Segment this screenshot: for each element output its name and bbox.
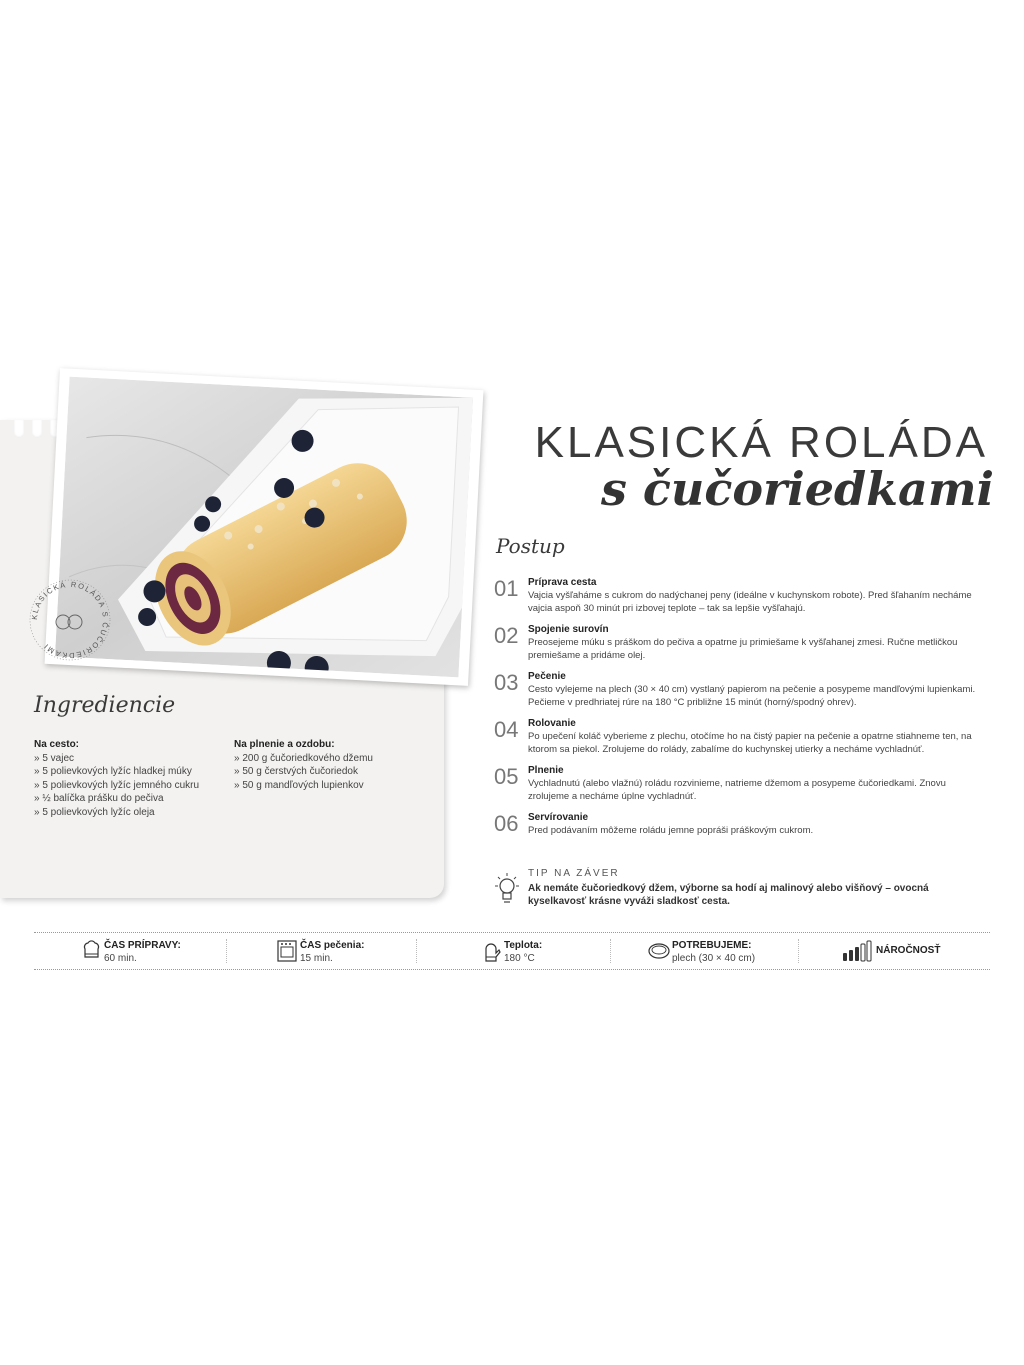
list-item: » 200 g čučoriedkového džemu [234,752,373,764]
step-number: 02 [494,623,519,648]
list-item: » 5 polievkových lyžíc hladkej múky [34,766,192,777]
method-title: Postup [496,534,565,558]
filling-heading: Na plnenie a ozdobu: [234,739,335,750]
step-title: Plnenie [528,765,564,776]
difficulty-bars-icon [842,939,874,963]
recipe-title-line2: s čučoriedkami [600,462,994,516]
step-text: Vajcia vyšľaháme s cukrom do nadýchanej peny (ideálne v kuchynskom robote). Pred šľahaním necháme vajcia aspoň 30 minút pri izbovej teplote – tak sa lepšie vyšľahajú. [528,590,972,614]
step-text: Vychladnutú (alebo vlažnú) roládu rozvinieme, natrieme džemom a posypeme čučoriedkami. Znovu zrolujeme a necháme úplne vychladnúť. [528,778,946,802]
list-item: » 50 g čerstvých čučoriedok [234,766,358,777]
temperature-value: 180 °C [504,953,535,964]
dough-ingredients [34,738,199,819]
step-number: 06 [494,811,519,836]
difficulty-label: NÁROČNOSŤ [876,945,941,956]
baking-pan-icon [648,939,670,963]
equipment-label: POTREBUJEME: [672,940,752,951]
step-title: Pečenie [528,671,566,682]
step-title: Servírovanie [528,812,589,823]
tip-label: TIP NA ZÁVER [528,868,620,879]
step-text: Po upečení koláč vyberieme z plechu, otočíme ho na čistý papier na pečenie a opatrne stiahneme ten, na ktorom sa piekol. Zrolujeme do rolády, zabalíme do kuchynskej utierky a necháme vychladnúť. [528,731,972,755]
step-title: Spojenie surovín [528,624,609,635]
list-item: » ½ balíčka prášku do pečiva [34,793,164,804]
oven-icon [276,939,298,963]
prep-time-label: ČAS PRÍPRAVY: [104,940,181,951]
dough-heading: Na cesto: [34,739,80,750]
temperature-label: Teplota: [504,940,543,951]
chef-hat-icon [80,939,102,963]
equipment-value: plech (30 × 40 cm) [672,953,756,964]
ingredients-title: Ingrediencie [34,693,176,718]
tip-text: Ak nemáte čučoriedkový džem, výborne sa hodí aj malinový alebo višňový – ovocná kyselkavosť krásne vyváži sladkosť cesta. [528,883,929,907]
step-number: 05 [494,764,519,789]
step-title: Príprava cesta [528,577,597,588]
recipe-stamp [25,575,115,665]
prep-time-value: 60 min. [104,953,137,964]
bake-time-value: 15 min. [300,953,333,964]
info-bar [34,932,990,970]
recipe-title-line1: KLASICKÁ ROLÁDA [534,418,988,467]
filling-ingredients [234,738,373,792]
list-item: » 50 g mandľových lupienkov [234,779,364,791]
svg-text:KLASICKÁ ROLÁDA S ČUČORIEDKAMI: KLASICKÁ ROLÁDA S ČUČORIEDKAMI [29,579,111,661]
list-item: » 5 polievkových lyžíc oleja [34,806,155,818]
step-text: Pred podávaním môžeme roládu jemne popráši práškovým cukrom. [528,825,814,836]
step-text: Preosejeme múku s práškom do pečiva a opatrne ju primiešame k vyšľahanej zmesi. Ručne metličkou premiešame a pridáme olej. [528,637,958,661]
list-item: » 5 vajec [34,752,75,764]
list-item: » 5 polievkových lyžíc jemného cukru [34,779,200,791]
lightbulb-icon [492,872,522,906]
step-number: 01 [494,576,519,601]
oven-mitt-icon [480,939,502,963]
step-number: 03 [494,670,519,695]
step-number: 04 [494,717,519,742]
step-title: Rolovanie [528,718,576,729]
step-text: Cesto vylejeme na plech (30 × 40 cm) vystlaný papierom na pečenie a posypeme mandľovými lupienkami. Pečieme v predhriatej rúre na 180 °C približne 15 minút (horný/spodný ohrev). [528,684,976,708]
bake-time-label: ČAS pečenia: [300,940,365,951]
roll-cake-image [55,377,473,678]
